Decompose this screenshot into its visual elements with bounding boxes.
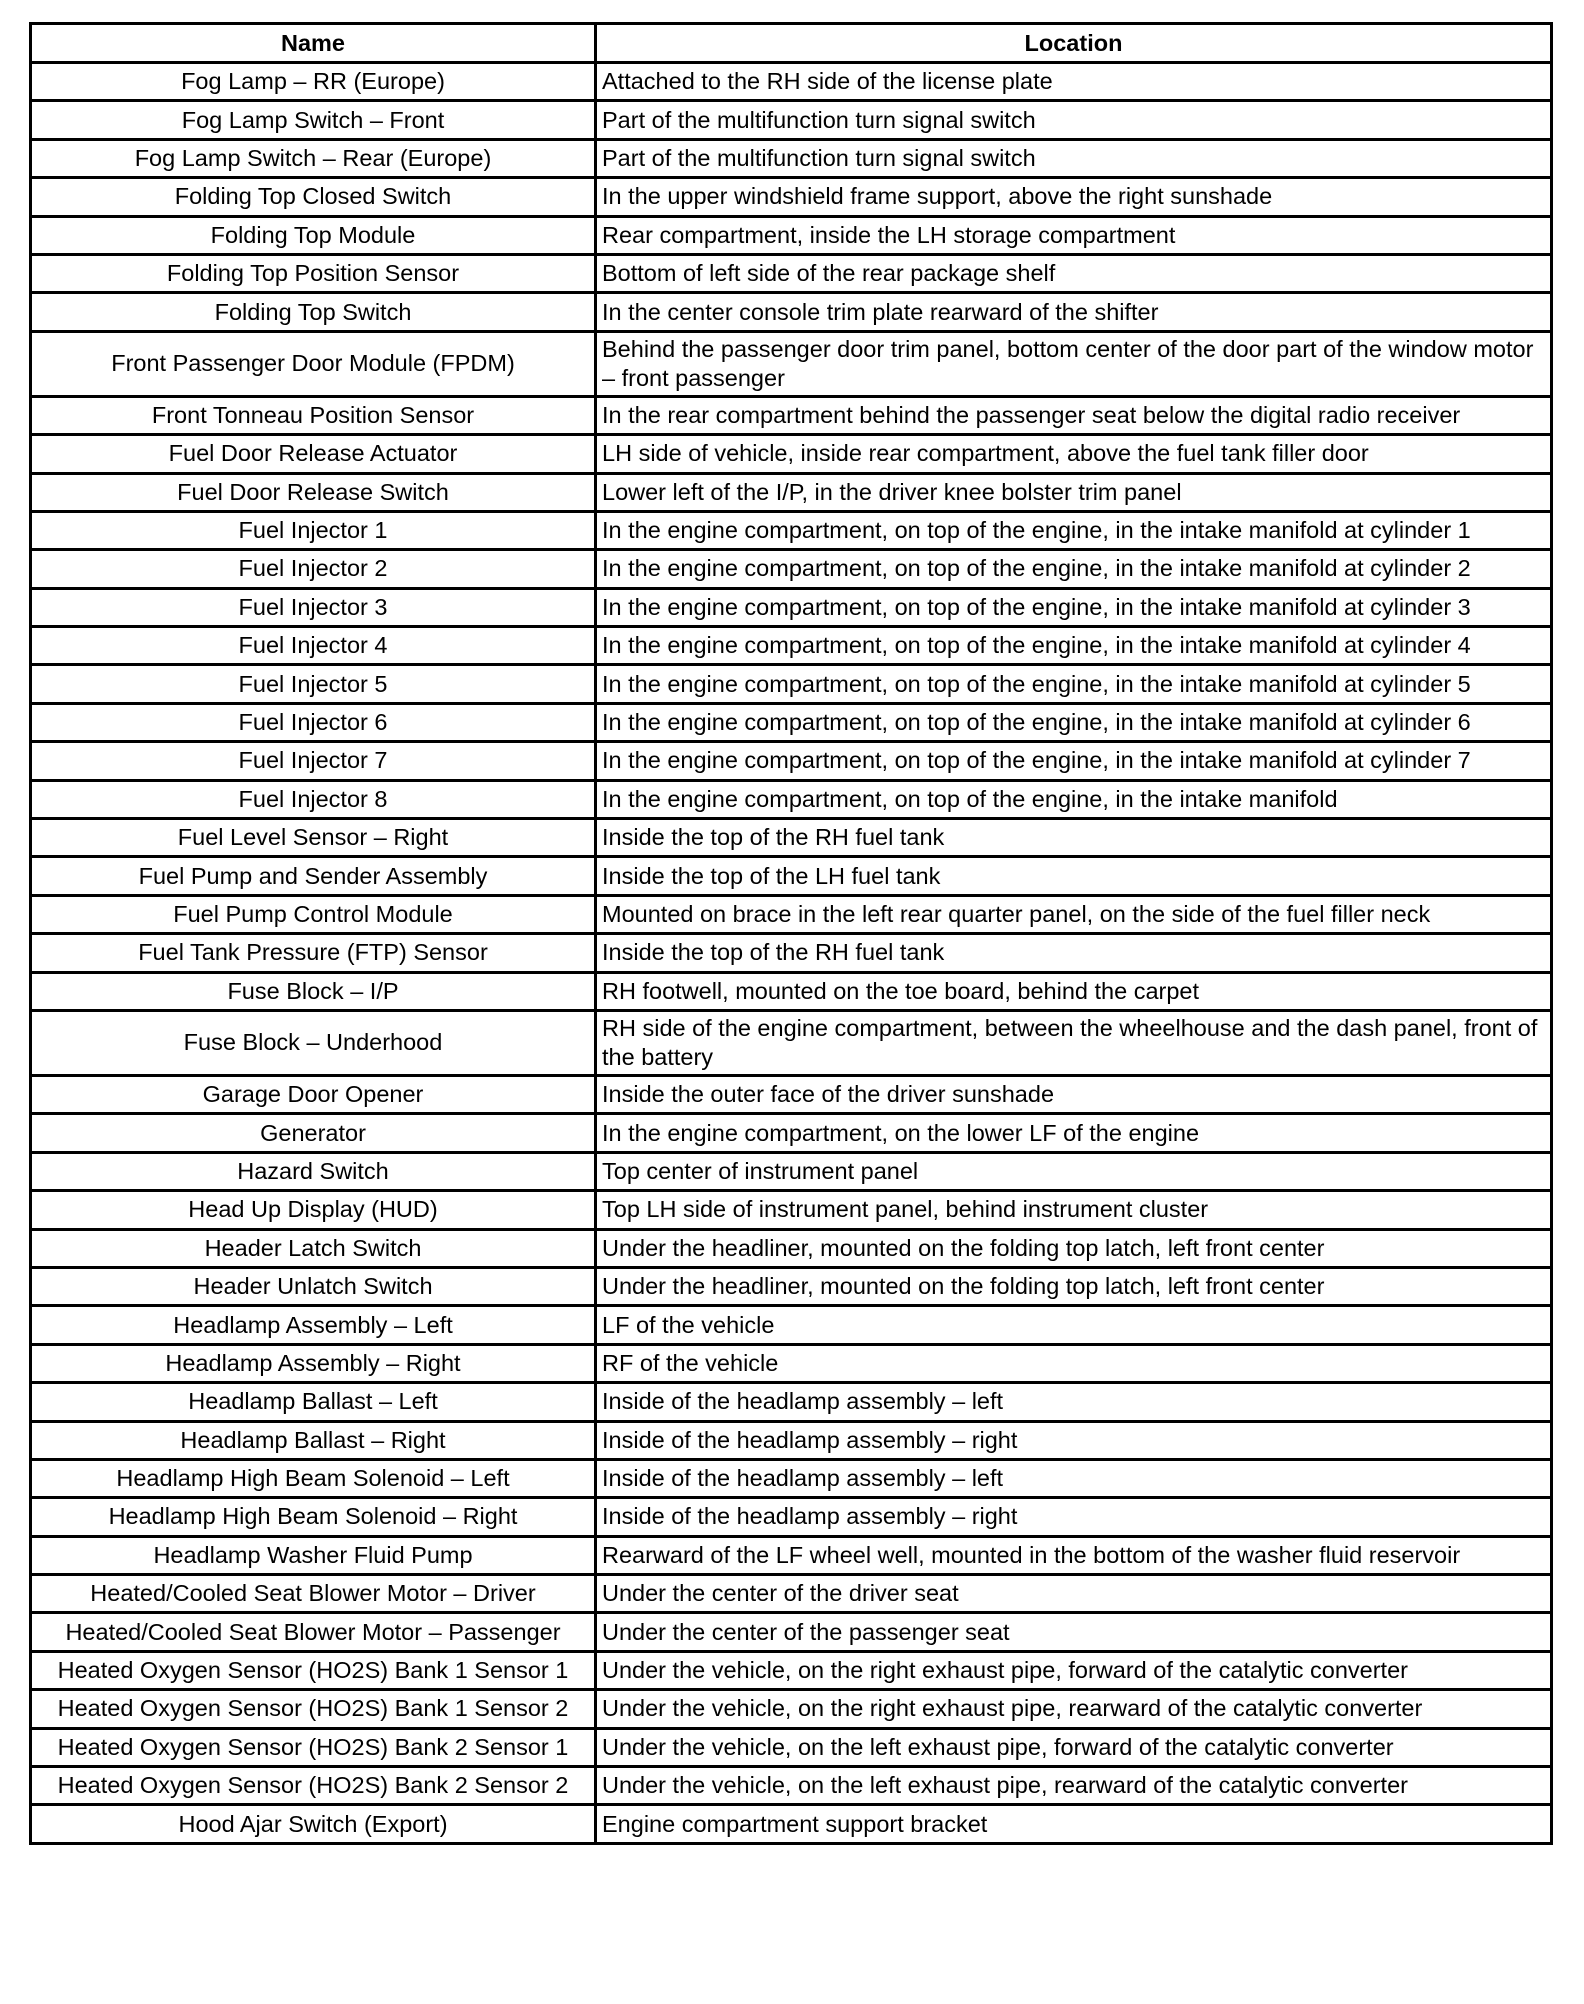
component-name-cell: Fuel Injector 7	[31, 742, 596, 780]
component-location-cell: RH footwell, mounted on the toe board, behind the carpet	[596, 972, 1552, 1010]
component-location-cell: Top center of instrument panel	[596, 1152, 1552, 1190]
table-row	[31, 550, 1552, 588]
table-row	[31, 934, 1552, 972]
table-row	[31, 1191, 1552, 1229]
component-name-cell: Headlamp Ballast – Left	[31, 1383, 596, 1421]
component-location-cell: Under the vehicle, on the right exhaust pipe, forward of the catalytic converter	[596, 1651, 1552, 1689]
component-location-cell: In the engine compartment, on top of the engine, in the intake manifold	[596, 780, 1552, 818]
table-row	[31, 1383, 1552, 1421]
component-name-cell: Fog Lamp Switch – Rear (Europe)	[31, 139, 596, 177]
component-location-cell: Mounted on brace in the left rear quarter panel, on the side of the fuel filler neck	[596, 895, 1552, 933]
component-location-cell: In the rear compartment behind the passenger seat below the digital radio receiver	[596, 396, 1552, 434]
table-row	[31, 101, 1552, 139]
table-row	[31, 972, 1552, 1010]
component-name-cell: Header Latch Switch	[31, 1229, 596, 1267]
component-location-cell: In the upper windshield frame support, above the right sunshade	[596, 178, 1552, 216]
component-name-cell: Fuel Level Sensor – Right	[31, 819, 596, 857]
table-row	[31, 254, 1552, 292]
table-row	[31, 1536, 1552, 1574]
component-location-cell: Inside of the headlamp assembly – right	[596, 1498, 1552, 1536]
component-location-cell: LF of the vehicle	[596, 1306, 1552, 1344]
component-name-cell: Fuel Injector 2	[31, 550, 596, 588]
component-location-cell: In the engine compartment, on top of the engine, in the intake manifold at cylinder 2	[596, 550, 1552, 588]
component-name-cell: Fog Lamp – RR (Europe)	[31, 63, 596, 101]
component-location-cell: Attached to the RH side of the license plate	[596, 63, 1552, 101]
table-row	[31, 1575, 1552, 1613]
table-body	[31, 63, 1552, 1844]
header-location: Location	[596, 24, 1552, 63]
table-row	[31, 139, 1552, 177]
table-row	[31, 1613, 1552, 1651]
component-location-cell: In the engine compartment, on top of the engine, in the intake manifold at cylinder 1	[596, 511, 1552, 549]
table-row	[31, 742, 1552, 780]
component-location-cell: Top LH side of instrument panel, behind instrument cluster	[596, 1191, 1552, 1229]
component-name-cell: Folding Top Module	[31, 216, 596, 254]
table-row	[31, 1010, 1552, 1075]
table-row	[31, 703, 1552, 741]
table-row	[31, 1690, 1552, 1728]
table-row	[31, 895, 1552, 933]
table-row	[31, 511, 1552, 549]
component-name-cell: Fuel Door Release Switch	[31, 473, 596, 511]
component-name-cell: Folding Top Switch	[31, 293, 596, 331]
component-name-cell: Headlamp Ballast – Right	[31, 1421, 596, 1459]
component-name-cell: Folding Top Closed Switch	[31, 178, 596, 216]
table-row	[31, 819, 1552, 857]
table-row	[31, 1498, 1552, 1536]
table-row	[31, 331, 1552, 396]
component-name-cell: Front Tonneau Position Sensor	[31, 396, 596, 434]
component-name-cell: Fuel Injector 5	[31, 665, 596, 703]
component-location-cell: Inside the top of the RH fuel tank	[596, 934, 1552, 972]
component-location-cell: Inside of the headlamp assembly – left	[596, 1383, 1552, 1421]
component-location-cell: Part of the multifunction turn signal switch	[596, 101, 1552, 139]
component-location-cell: Inside of the headlamp assembly – right	[596, 1421, 1552, 1459]
table-row	[31, 1805, 1552, 1843]
table-row	[31, 1114, 1552, 1152]
table-row	[31, 1152, 1552, 1190]
table-row	[31, 1344, 1552, 1382]
component-name-cell: Headlamp Assembly – Left	[31, 1306, 596, 1344]
component-location-cell: Bottom of left side of the rear package shelf	[596, 254, 1552, 292]
component-name-cell: Hazard Switch	[31, 1152, 596, 1190]
component-location-cell: In the engine compartment, on top of the engine, in the intake manifold at cylinder 6	[596, 703, 1552, 741]
component-name-cell: Fuel Injector 1	[31, 511, 596, 549]
component-name-cell: Generator	[31, 1114, 596, 1152]
component-name-cell: Front Passenger Door Module (FPDM)	[31, 331, 596, 396]
table-row	[31, 588, 1552, 626]
component-location-cell: Rear compartment, inside the LH storage compartment	[596, 216, 1552, 254]
component-name-cell: Fuel Door Release Actuator	[31, 435, 596, 473]
table-row	[31, 293, 1552, 331]
component-name-cell: Headlamp Washer Fluid Pump	[31, 1536, 596, 1574]
component-name-cell: Headlamp High Beam Solenoid – Right	[31, 1498, 596, 1536]
component-location-cell: In the engine compartment, on top of the engine, in the intake manifold at cylinder 4	[596, 627, 1552, 665]
component-name-cell: Fuel Injector 8	[31, 780, 596, 818]
component-name-cell: Fuel Injector 3	[31, 588, 596, 626]
component-location-cell: RF of the vehicle	[596, 1344, 1552, 1382]
component-location-cell: Inside the outer face of the driver sunshade	[596, 1075, 1552, 1113]
component-name-cell: Fuel Injector 4	[31, 627, 596, 665]
component-location-cell: In the engine compartment, on top of the engine, in the intake manifold at cylinder 5	[596, 665, 1552, 703]
component-name-cell: Head Up Display (HUD)	[31, 1191, 596, 1229]
component-name-cell: Fuel Injector 6	[31, 703, 596, 741]
component-name-cell: Heated Oxygen Sensor (HO2S) Bank 1 Sensor 2	[31, 1690, 596, 1728]
table-row	[31, 473, 1552, 511]
component-location-cell: Inside the top of the LH fuel tank	[596, 857, 1552, 895]
component-location-cell: LH side of vehicle, inside rear compartment, above the fuel tank filler door	[596, 435, 1552, 473]
component-location-cell: Under the center of the passenger seat	[596, 1613, 1552, 1651]
table-row	[31, 178, 1552, 216]
table-row	[31, 1421, 1552, 1459]
component-location-table	[29, 22, 1553, 1845]
table-row	[31, 1306, 1552, 1344]
table-row	[31, 435, 1552, 473]
component-name-cell: Fuse Block – Underhood	[31, 1010, 596, 1075]
component-location-cell: In the engine compartment, on the lower LF of the engine	[596, 1114, 1552, 1152]
component-name-cell: Heated/Cooled Seat Blower Motor – Passenger	[31, 1613, 596, 1651]
component-name-cell: Fog Lamp Switch – Front	[31, 101, 596, 139]
table-row	[31, 1229, 1552, 1267]
component-location-cell: In the engine compartment, on top of the engine, in the intake manifold at cylinder 7	[596, 742, 1552, 780]
component-location-cell: Engine compartment support bracket	[596, 1805, 1552, 1843]
component-name-cell: Fuel Pump Control Module	[31, 895, 596, 933]
table-row	[31, 63, 1552, 101]
component-name-cell: Fuel Tank Pressure (FTP) Sensor	[31, 934, 596, 972]
component-location-cell: RH side of the engine compartment, between the wheelhouse and the dash panel, front of the battery	[596, 1010, 1552, 1075]
table-row	[31, 780, 1552, 818]
component-location-cell: In the center console trim plate rearward of the shifter	[596, 293, 1552, 331]
component-location-cell: Under the vehicle, on the left exhaust pipe, rearward of the catalytic converter	[596, 1767, 1552, 1805]
table-row	[31, 1728, 1552, 1766]
table-row	[31, 1651, 1552, 1689]
component-name-cell: Heated Oxygen Sensor (HO2S) Bank 1 Sensor 1	[31, 1651, 596, 1689]
component-location-cell: Part of the multifunction turn signal switch	[596, 139, 1552, 177]
component-location-cell: Rearward of the LF wheel well, mounted in the bottom of the washer fluid reservoir	[596, 1536, 1552, 1574]
component-location-cell: Lower left of the I/P, in the driver knee bolster trim panel	[596, 473, 1552, 511]
table-row	[31, 216, 1552, 254]
component-name-cell: Hood Ajar Switch (Export)	[31, 1805, 596, 1843]
component-name-cell: Heated/Cooled Seat Blower Motor – Driver	[31, 1575, 596, 1613]
table-row	[31, 857, 1552, 895]
table-row	[31, 665, 1552, 703]
component-location-cell: Inside the top of the RH fuel tank	[596, 819, 1552, 857]
component-location-cell: Under the vehicle, on the right exhaust pipe, rearward of the catalytic converter	[596, 1690, 1552, 1728]
component-location-cell: Under the headliner, mounted on the folding top latch, left front center	[596, 1267, 1552, 1305]
table-header-row	[31, 24, 1552, 63]
component-location-cell: Behind the passenger door trim panel, bottom center of the door part of the window motor – front passenger	[596, 331, 1552, 396]
component-name-cell: Header Unlatch Switch	[31, 1267, 596, 1305]
component-location-cell: In the engine compartment, on top of the engine, in the intake manifold at cylinder 3	[596, 588, 1552, 626]
component-location-cell: Under the center of the driver seat	[596, 1575, 1552, 1613]
component-location-cell: Under the vehicle, on the left exhaust pipe, forward of the catalytic converter	[596, 1728, 1552, 1766]
table-row	[31, 627, 1552, 665]
table-row	[31, 396, 1552, 434]
header-name: Name	[31, 24, 596, 63]
component-location-cell: Under the headliner, mounted on the folding top latch, left front center	[596, 1229, 1552, 1267]
table-row	[31, 1267, 1552, 1305]
component-name-cell: Garage Door Opener	[31, 1075, 596, 1113]
component-name-cell: Fuel Pump and Sender Assembly	[31, 857, 596, 895]
component-name-cell: Headlamp High Beam Solenoid – Left	[31, 1459, 596, 1497]
component-name-cell: Heated Oxygen Sensor (HO2S) Bank 2 Sensor 1	[31, 1728, 596, 1766]
component-name-cell: Heated Oxygen Sensor (HO2S) Bank 2 Sensor 2	[31, 1767, 596, 1805]
table-row	[31, 1075, 1552, 1113]
component-name-cell: Folding Top Position Sensor	[31, 254, 596, 292]
component-name-cell: Headlamp Assembly – Right	[31, 1344, 596, 1382]
table-row	[31, 1767, 1552, 1805]
table-row	[31, 1459, 1552, 1497]
component-name-cell: Fuse Block – I/P	[31, 972, 596, 1010]
component-location-cell: Inside of the headlamp assembly – left	[596, 1459, 1552, 1497]
